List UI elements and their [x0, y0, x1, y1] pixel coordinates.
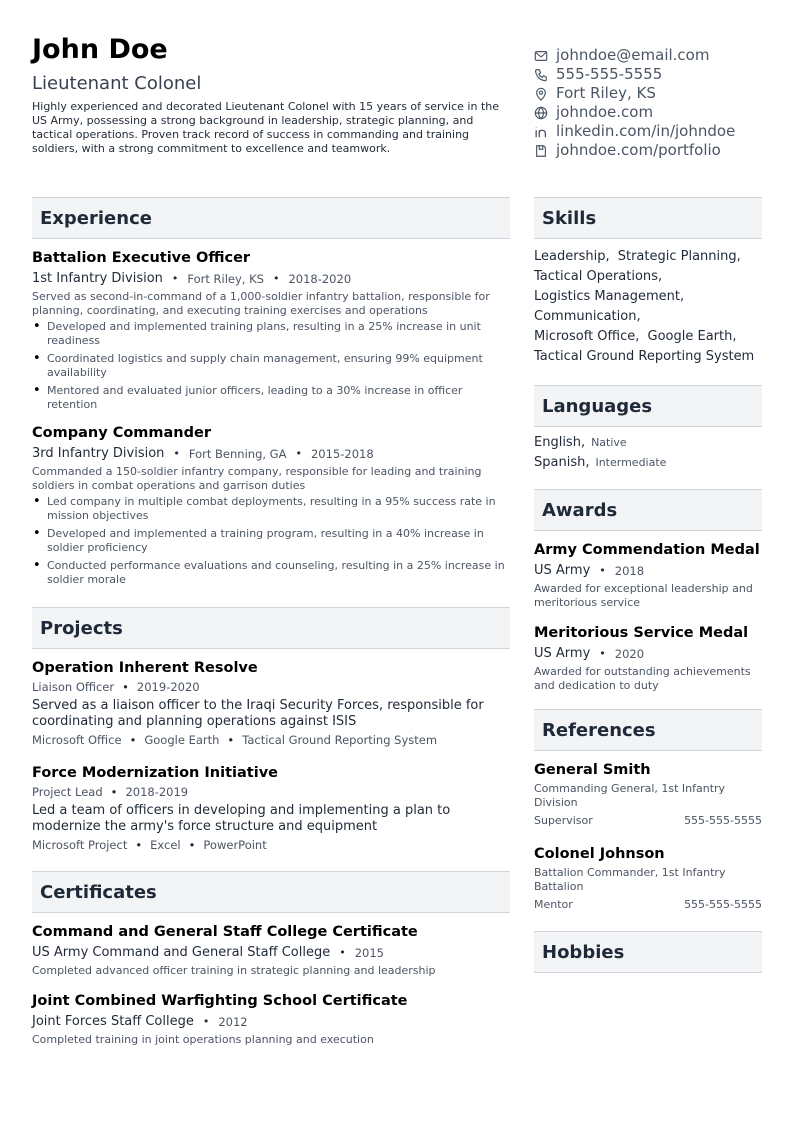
- job-org: 3rd Infantry Division: [32, 446, 165, 461]
- skill-item: Strategic Planning,: [617, 249, 741, 264]
- main-column: [32, 197, 510, 1047]
- portfolio-icon: [534, 144, 548, 158]
- experience-heading: Experience: [32, 197, 510, 239]
- award-issuer: US Army: [534, 646, 591, 661]
- job-bullets: [32, 495, 510, 587]
- certificate-issuer: US Army Command and General Staff College: [32, 945, 331, 960]
- language-item: English, Native: [534, 435, 627, 450]
- job-dates: 2015-2018: [310, 447, 374, 461]
- language-item: Spanish, Intermediate: [534, 455, 667, 470]
- award-title: Meritorious Service Medal: [534, 625, 749, 641]
- candidate-role: Lieutenant Colonel: [32, 73, 202, 94]
- languages-heading: Languages: [534, 385, 762, 427]
- job-bullet: • Developed and implemented training plans, resulting in a 25% increase in unit readiness: [32, 320, 510, 348]
- phone-icon: [534, 68, 548, 82]
- project-description: Led a team of officers in developing and implementing a plan to modernize the army's force structure and equipment: [32, 803, 451, 834]
- globe-icon: [534, 106, 548, 120]
- skill-item: Communication,: [534, 309, 641, 324]
- references-heading: References: [534, 709, 762, 751]
- contact-linkedin[interactable]: [534, 122, 774, 141]
- contact-block: [534, 46, 774, 160]
- languages-list: [534, 433, 762, 473]
- project-role: Project Lead: [32, 785, 103, 799]
- certificate-issuer: Joint Forces Staff College: [32, 1014, 194, 1029]
- award-description: Awarded for outstanding achievements and dedication to duty: [534, 665, 751, 692]
- reference-relation: Mentor: [534, 898, 573, 911]
- skills-heading: Skills: [534, 197, 762, 239]
- contact-email[interactable]: [534, 46, 774, 65]
- award-year: 2018: [614, 564, 645, 578]
- job-title: Battalion Executive Officer: [32, 250, 251, 266]
- job-bullet: • Mentored and evaluated junior officers, leading to a 30% increase in officer retention: [32, 384, 510, 412]
- sidebar-column: [534, 197, 762, 973]
- award-item: Meritorious Service Medal US Army • 2020 Awarded for outstanding achievements and dedication to duty: [534, 624, 762, 693]
- job-org: 1st Infantry Division: [32, 271, 163, 286]
- phone-text: 555-555-5555: [556, 65, 663, 83]
- job-location: Fort Benning, GA: [188, 447, 287, 461]
- contact-phone[interactable]: [534, 65, 774, 84]
- award-item: Army Commendation Medal US Army • 2018 Awarded for exceptional leadership and meritorious service: [534, 541, 762, 610]
- skill-item: Tactical Operations,: [534, 269, 663, 284]
- reference-phone: 555-555-5555: [684, 814, 762, 827]
- mail-icon: [534, 49, 548, 63]
- certificate-year: 2015: [354, 946, 384, 960]
- award-year: 2020: [614, 647, 645, 661]
- project-tools: Microsoft Project • Excel • PowerPoint: [32, 838, 267, 852]
- hobbies-heading: Hobbies: [534, 931, 762, 973]
- reference-phone: 555-555-5555: [684, 898, 762, 911]
- job-title: Company Commander: [32, 425, 211, 441]
- skill-item: Leadership,: [534, 249, 610, 264]
- experience-item: Company Commander 3rd Infantry Division • Fort Benning, GA • 2015-2018 Commanded a 150-soldier infantry company, responsible for leading and training soldiers in combat operations and garrison duties • Led company in multiple combat deployments, resulting in a 95% success rate in mission objectives • Developed and implemented a training program, resulting in a 40% increase in soldier proficiency • Conducted performance evaluations and counseling, resulting in a 25% increase in soldier morale: [32, 424, 510, 587]
- certificate-title: Command and General Staff College Certificate: [32, 924, 418, 940]
- job-description: Commanded a 150-soldier infantry company, responsible for leading and training soldiers in combat operations and garrison duties: [32, 465, 482, 492]
- skill-item: Google Earth,: [647, 329, 737, 344]
- project-title: Operation Inherent Resolve: [32, 660, 258, 676]
- project-title: Force Modernization Initiative: [32, 765, 278, 781]
- reference-item: [534, 845, 762, 912]
- location-text: Fort Riley, KS: [556, 84, 656, 102]
- certificate-year: 2012: [218, 1015, 248, 1029]
- contact-website[interactable]: [534, 103, 774, 122]
- job-description: Served as second-in-command of a 1,000-soldier infantry battalion, responsible for planning, coordinating, and executing training exercises and operations: [32, 290, 490, 317]
- job-bullet: • Conducted performance evaluations and counseling, resulting in a 25% increase in soldier morale: [32, 559, 510, 587]
- skills-list: [534, 247, 762, 365]
- project-item: Force Modernization Initiative Project Lead • 2018-2019 Led a team of officers in developing and implementing a plan to modernize the army's force structure and equipment Microsoft Project • Excel • PowerPoint: [32, 764, 510, 853]
- project-description: Served as a liaison officer to the Iraqi Security Forces, responsible for coordinating and planning operations against ISIS: [32, 698, 484, 729]
- resume-header: [32, 34, 512, 156]
- reference-relation: Supervisor: [534, 814, 593, 827]
- job-bullets: [32, 320, 510, 412]
- website-text: johndoe.com: [556, 103, 654, 121]
- job-bullet: • Led company in multiple combat deployments, resulting in a 95% success rate in mission objectives: [32, 495, 510, 523]
- portfolio-text: johndoe.com/portfolio: [556, 141, 721, 159]
- candidate-name: John Doe: [32, 34, 168, 65]
- certificate-description: Completed training in joint operations planning and execution: [32, 1033, 374, 1046]
- project-dates: 2018-2019: [125, 785, 189, 799]
- projects-heading: Projects: [32, 607, 510, 649]
- certificate-title: Joint Combined Warfighting School Certificate: [32, 993, 408, 1009]
- summary: Highly experienced and decorated Lieutenant Colonel with 15 years of service in the US Army, possessing a strong background in leadership, strategic planning, and tactical operations. Proven track record of success in commanding and training soldiers, with a strong commitment to excellence and teamwork.: [32, 100, 499, 155]
- skill-item: Tactical Ground Reporting System: [534, 349, 755, 364]
- project-tools: Microsoft Office • Google Earth • Tactical Ground Reporting System: [32, 733, 438, 747]
- linkedin-text: linkedin.com/in/johndoe: [556, 122, 736, 140]
- reference-item: [534, 761, 762, 828]
- map-pin-icon: [534, 87, 548, 101]
- reference-position: Commanding General, 1st Infantry Division: [534, 782, 726, 809]
- job-bullet: • Developed and implemented a training program, resulting in a 40% increase in soldier proficiency: [32, 527, 510, 555]
- certificate-item: Joint Combined Warfighting School Certificate Joint Forces Staff College • 2012 Completed training in joint operations planning and execution: [32, 992, 510, 1047]
- project-role: Liaison Officer: [32, 680, 115, 694]
- reference-position: Battalion Commander, 1st Infantry Battalion: [534, 866, 726, 893]
- job-location: Fort Riley, KS: [187, 272, 264, 286]
- experience-item: Battalion Executive Officer 1st Infantry Division • Fort Riley, KS • 2018-2020 Served as second-in-command of a 1,000-soldier infantry battalion, responsible for planning, coordinating, and executing training exercises and operations • Developed and implemented training plans, resulting in a 25% increase in unit readiness • Coordinated logistics and supply chain management, ensuring 99% equipment availability • Mentored and evaluated junior officers, leading to a 30% increase in officer retention: [32, 249, 510, 412]
- job-dates: 2018-2020: [288, 272, 352, 286]
- contact-location: [534, 84, 774, 103]
- award-description: Awarded for exceptional leadership and meritorious service: [534, 582, 753, 609]
- certificate-description: Completed advanced officer training in strategic planning and leadership: [32, 964, 436, 977]
- certificates-heading: Certificates: [32, 871, 510, 913]
- job-bullet: • Coordinated logistics and supply chain management, ensuring 99% equipment availability: [32, 352, 510, 380]
- reference-name: Colonel Johnson: [534, 846, 665, 862]
- skill-item: Microsoft Office,: [534, 329, 640, 344]
- project-dates: 2019-2020: [136, 680, 200, 694]
- skill-item: Logistics Management,: [534, 289, 685, 304]
- email-text: johndoe@email.com: [556, 46, 710, 64]
- award-title: Army Commendation Medal: [534, 542, 760, 558]
- project-item: Operation Inherent Resolve Liaison Officer • 2019-2020 Served as a liaison officer to the Iraqi Security Forces, responsible for coordinating and planning operations against ISIS Microsoft Office • Google Earth • Tactical Ground Reporting System: [32, 659, 510, 748]
- contact-portfolio[interactable]: [534, 141, 774, 160]
- awards-heading: Awards: [534, 489, 762, 531]
- reference-name: General Smith: [534, 762, 651, 778]
- linkedin-icon: [534, 125, 548, 139]
- award-issuer: US Army: [534, 563, 591, 578]
- certificate-item: Command and General Staff College Certificate US Army Command and General Staff College • 2015 Completed advanced officer training in strategic planning and leadership: [32, 923, 510, 978]
